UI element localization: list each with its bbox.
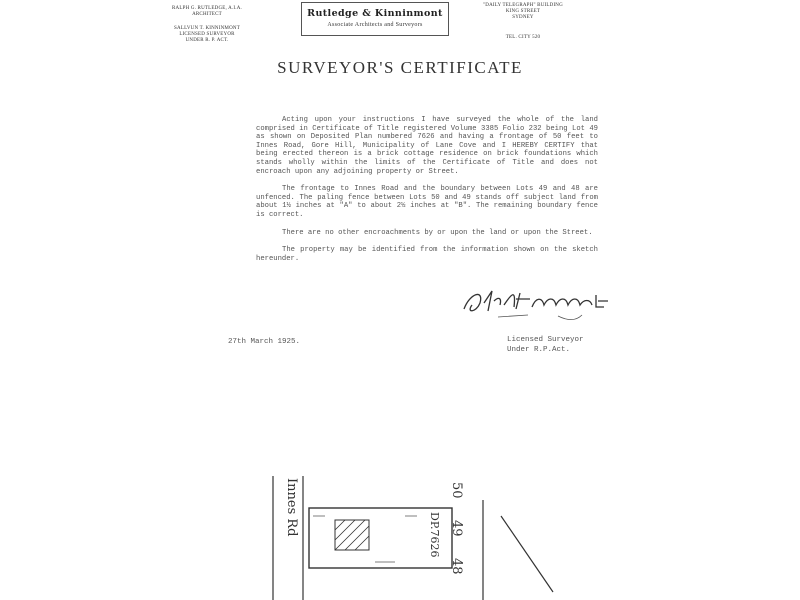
architect-name: RALPH G. RUTLEDGE, A.I.A. xyxy=(172,6,242,11)
lot-48-label: 48 xyxy=(449,558,464,575)
plan-number: DP.7626 xyxy=(428,512,441,558)
lot-50-label: 50 xyxy=(449,482,464,499)
lot-49-label: 49 xyxy=(449,520,464,537)
certificate-date: 27th March 1925. xyxy=(228,338,301,346)
surveyor-act: UNDER R. P. ACT. xyxy=(185,38,229,43)
paragraph: The property may be identified from the information shown on the sketch hereunder. xyxy=(256,246,598,263)
paragraph: Acting upon your instructions I have surveyed the whole of the land comprised in Certificate of Title registered Volume 3385 Folio 232 being Lot 49 as shown on Deposited Plan numbered 7626 and having a frontage of 50 feet to Innes Road, Gore Hill, Municipality of Lane Cove and I HEREBY CERTIFY that being erected thereon is a brick cottage residence on brick foundations which stands wholly within the limits of the Certificate of Title and does not encroach upon any adjoining property or Street. xyxy=(256,116,598,176)
certificate-body xyxy=(256,116,598,263)
site-sketch xyxy=(255,476,555,600)
licensed-surveyor-act: Under R.P.Act. xyxy=(507,345,571,354)
building-name: "DAILY TELEGRAPH" BUILDING xyxy=(483,3,563,8)
paragraph: There are no other encroachments by or upon the land or upon the Street. xyxy=(282,228,593,237)
house-hatching xyxy=(335,520,369,550)
signature xyxy=(458,283,618,323)
street-name: KING STREET xyxy=(505,9,541,14)
firm-name: Rutledge & Kinninmont xyxy=(307,8,443,19)
surveyor-name: SALLVUN T. KINNINMONT xyxy=(174,26,240,31)
fence-line xyxy=(501,516,553,592)
road-label: Innes Rd xyxy=(284,478,299,537)
city-name: SYDNEY xyxy=(512,15,534,20)
page-title: SURVEYOR'S CERTIFICATE xyxy=(277,58,523,77)
surveyor-title: LICENSED SURVEYOR xyxy=(179,32,235,37)
firm-subtitle: Associate Architects and Surveyors xyxy=(327,22,423,28)
paragraph: The frontage to Innes Road and the boundary between Lots 49 and 48 are unfenced. The paling fence between Lots 50 and 49 stands off subject land from about 1½ inches at "A" to about 2½ inches at "B". The remaining boundary fence is correct. xyxy=(256,185,598,219)
telephone: TEL. CITY 520 xyxy=(505,35,541,40)
firm-letterhead-box xyxy=(301,2,449,36)
licensed-surveyor-block xyxy=(507,336,584,355)
licensed-surveyor-title: Licensed Surveyor xyxy=(507,336,584,344)
architect-title: ARCHITECT xyxy=(192,12,222,17)
letterhead-right xyxy=(480,3,566,41)
letterhead-left xyxy=(168,6,246,44)
